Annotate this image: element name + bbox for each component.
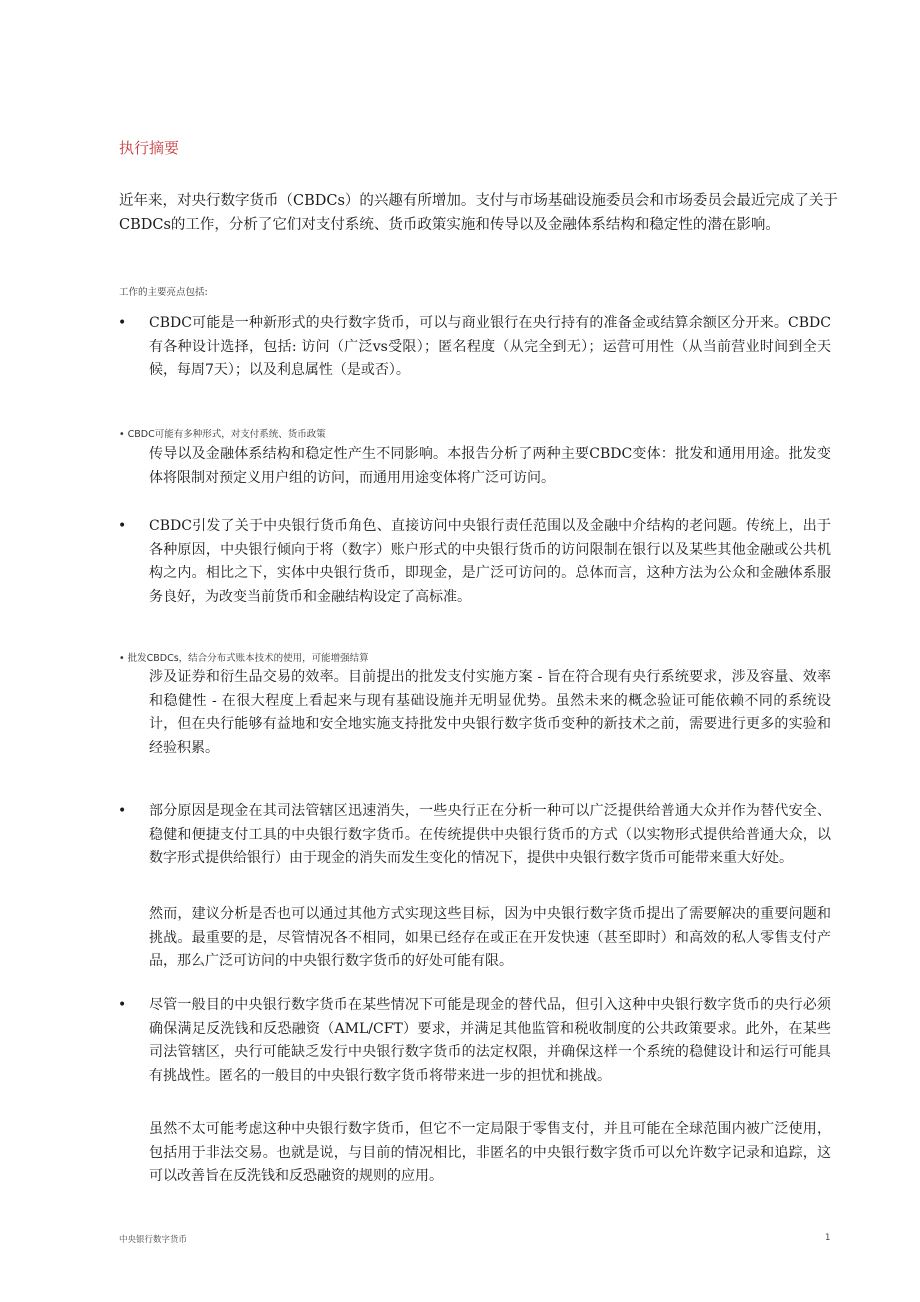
bullet-icon: • [118, 518, 127, 534]
highlight-paragraph-3: CBDC引发了关于中央银行货币角色、直接访问中央银行责任范围以及金融中介结构的老问题。传统上，出于各种原因，中央银行倾向于将（数字）账户形式的中央银行货币的访问限制在银行以及某些其他金融或公共机构之内。相比之下，实体中央银行货币，即现金，是广泛可访问的。总体而言，这种方法为公众和金融体系服务良好，为改变当前货币和金融结构设定了高标准。 [149, 518, 831, 605]
bullet-icon: • [118, 803, 127, 819]
highlight-paragraph-1: CBDC可能是一种新形式的央行数字货币，可以与商业银行在央行持有的准备金或结算余额区分开来。CBDC有各种设计选择，包括: 访问（广泛vs受限）；匿名程度（从完全到无）；运营可用性（从当前营业时间到全天候，每周7天）；以及利息属性（是或否）。 [149, 315, 831, 378]
section-heading: 执行摘要 [119, 139, 180, 157]
highlight-subheading-4: • 批发CBDCs，结合分布式账本技术的使用，可能增强结算 [119, 653, 369, 664]
footer-title: 中央银行数字货币 [119, 1235, 188, 1245]
highlight-paragraph-2: 传导以及金融体系结构和稳定性产生不同影响。本报告分析了两种主要CBDC变体：批发和通用用途。批发变体将限制对预定义用户组的访问，而通用用途变体将广泛可访问。 [149, 446, 831, 486]
highlight-subheading-2: • CBDC可能有多种形式，对支付系统、货币政策 [119, 429, 326, 440]
highlight-paragraph-5: 部分原因是现金在其司法管辖区迅速消失，一些央行正在分析一种可以广泛提供给普通大众并作为替代安全、稳健和便捷支付工具的中央银行数字货币。在传统提供中央银行货币的方式（以实物形式提供给普通大众，以数字形式提供给银行）由于现金的消失而发生变化的情况下，提供中央银行数字货币可能带来重大好处。 [149, 803, 831, 866]
page-number: 1 [825, 1233, 831, 1243]
highlight-paragraph-6: 尽管一般目的中央银行数字货币在某些情况下可能是现金的替代品，但引入这种中央银行数字货币的央行必须确保满足反洗钱和反恐融资（AML/CFT）要求，并满足其他监管和税收制度的公共政策要求。此外，在某些司法管辖区，央行可能缺乏发行中央银行数字货币的法定权限，并确保这样一个系统的稳健设计和运行可能具有挑战性。匿名的一般目的中央银行数字货币将带来进一步的担忧和挑战。 [149, 997, 831, 1084]
bullet-icon: • [118, 315, 127, 331]
intro-paragraph: 近年来，对央行数字货币（CBDCs）的兴趣有所增加。支付与市场基础设施委员会和市场委员会最近完成了关于CBDCs的工作，分析了它们对支付系统、货币政策实施和传导以及金融体系结构和稳定性的潜在影响。 [119, 193, 838, 233]
highlight-paragraph-4: 涉及证券和衍生品交易的效率。目前提出的批发支付实施方案 - 旨在符合现有央行系统要求，涉及容量、效率和稳健性 - 在很大程度上看起来与现有基础设施并无明显优势。虽然未来的概念验证可能依赖不同的系统设计，但在央行能够有益地和安全地实施支持批发中央银行数字货币变种的新技术之前，需要进行更多的实验和经验积累。 [149, 669, 831, 756]
highlights-label: 工作的主要亮点包括: [119, 287, 208, 298]
highlight-paragraph-6-followup: 虽然不太可能考虑这种中央银行数字货币，但它不一定局限于零售支付，并且可能在全球范围内被广泛使用，包括用于非法交易。也就是说，与目前的情况相比，非匿名的中央银行数字货币可以允许数字记录和追踪，这可以改善旨在反洗钱和反恐融资的规则的应用。 [149, 1121, 831, 1184]
highlight-paragraph-5-followup: 然而，建议分析是否也可以通过其他方式实现这些目标，因为中央银行数字货币提出了需要解决的重要问题和挑战。最重要的是，尽管情况各不相同，如果已经存在或正在开发快速（甚至即时）和高效的私人零售支付产品，那么广泛可访问的中央银行数字货币的好处可能有限。 [149, 906, 831, 969]
bullet-icon: • [118, 997, 127, 1013]
